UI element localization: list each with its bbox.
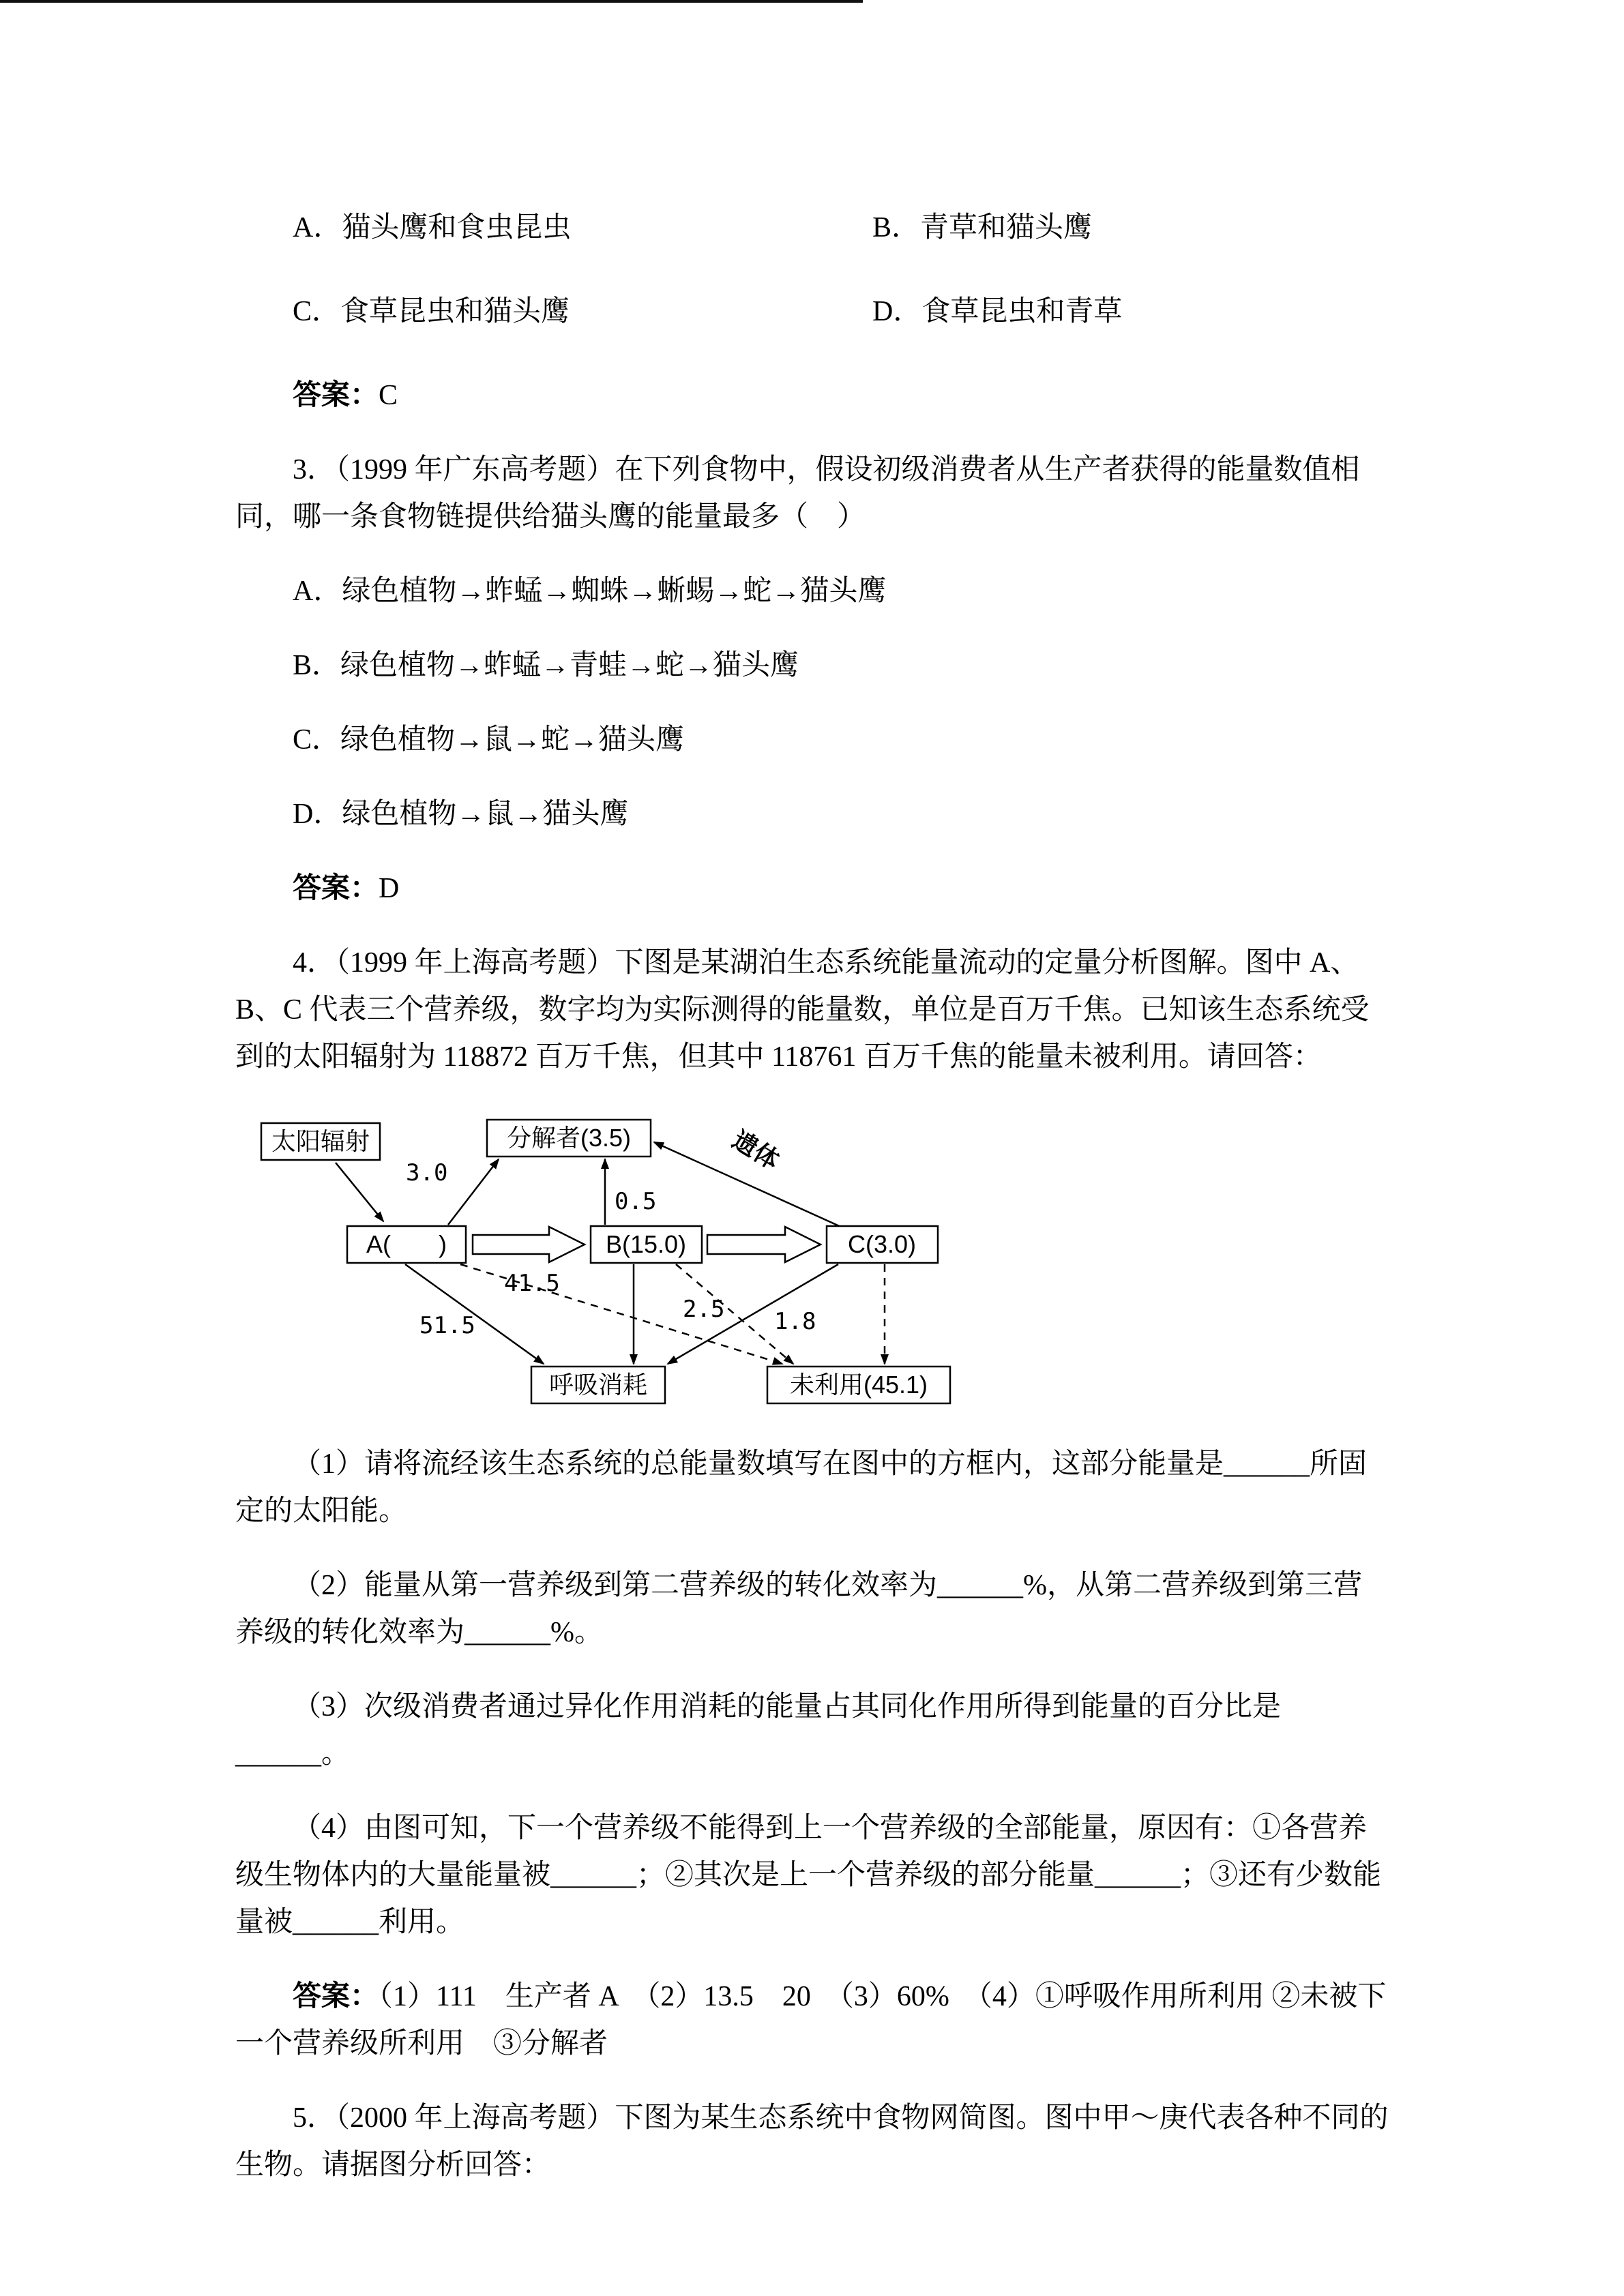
trophic-b-label: B(15.0) [605,1230,687,1258]
a-to-decomposer-arrow [448,1159,499,1225]
unused-label: 未利用(45.1) [789,1371,928,1399]
decomposer-label: 分解者(3.5) [506,1124,632,1152]
answer-value: D [379,873,400,904]
answer-label: 答案： [293,873,379,904]
options-row-2 [235,288,1389,336]
value-b-to-decomposer: 0.5 [615,1188,657,1215]
answer-line-top [235,372,1389,419]
value-a-to-respiration: 51.5 [419,1312,475,1339]
trophic-a-label: A( ) [366,1230,447,1258]
option-c: C．食草昆虫和猫头鹰 [293,296,570,327]
respiration-label: 呼吸消耗 [548,1371,648,1399]
remains-rotated-label: 遗体 [728,1125,784,1175]
q4-answer-line [235,1973,1389,2068]
q3-option-b: B．绿色植物→蚱蜢→青蛙→蛇→猫头鹰 [293,650,799,681]
value-c-to-respiration: 1.8 [774,1308,816,1335]
energy-flow-diagram [243,1108,1389,1416]
energy-flow-svg [243,1108,966,1416]
options-row-1 [235,205,1389,252]
q3-option-a: A．绿色植物→蚱蜢→蜘蛛→蜥蜴→蛇→猫头鹰 [293,576,887,607]
q3-answer-line [235,865,1389,912]
scan-edge-artifact [0,0,863,3]
q4-stem: 4．（1999 年上海高考题）下图是某湖泊生态系统能量流动的定量分析图解。图中 A、B、C 代表三个营养级，数字均为实际测得的能量数，单位是百万千焦。已知该生态系统受到的太阳辐射为 118872 百万千焦，但其中 118761 百万千焦的能量未被利用。请回答： [235,947,1370,1073]
trophic-c-label: C(3.0) [847,1230,917,1258]
b-to-c-block-arrow [707,1227,821,1262]
answer-label: 答案： [293,1981,379,2012]
solar-radiation-label: 太阳辐射 [271,1127,370,1155]
q4-sub2: （2）能量从第一营养级到第二营养级的转化效率为______%，从第二营养级到第三营养级的转化效率为______%。 [235,1570,1362,1648]
value-a-to-unused: 41.5 [504,1270,560,1297]
q3-option-c: C．绿色植物→鼠→蛇→猫头鹰 [293,724,685,756]
value-a-to-decomposer: 3.0 [406,1159,448,1187]
value-b-to-unused: 2.5 [683,1296,725,1323]
option-b: B．青草和猫头鹰 [872,212,1093,243]
q3-stem: 3．（1999 年广东高考题）在下列食物中，假设初级消费者从生产者获得的能量数值相同，哪一条食物链提供给猫头鹰的能量最多（ ） [235,454,1360,533]
q5-stem: 5．（2000 年上海高考题）下图为某生态系统中食物网简图。图中甲～庚代表各种不同的生物。请据图分析回答： [235,2102,1389,2181]
answer-label: 答案： [293,380,379,411]
q3-option-d: D．绿色植物→鼠→猫头鹰 [293,799,629,830]
q4-sub1: （1）请将流经该生态系统的总能量数填写在图中的方框内，这部分能量是______所固定的太阳能。 [235,1448,1368,1527]
a-to-b-block-arrow [473,1227,585,1262]
sunlight-to-a-arrow [336,1163,383,1221]
answer-value: （1）111 生产者 A （2）13.5 20 （3）60% （4）①呼吸作用所利用 ②未被下一个营养级所利用 ③分解者 [235,1981,1387,2059]
q4-sub3: （3）次级消费者通过异化作用消耗的能量占其同化作用所得到能量的百分比是______。 [235,1691,1282,1770]
option-d: D．食草昆虫和青草 [872,296,1123,327]
answer-value: C [379,380,398,411]
option-a: A．猫头鹰和食虫昆虫 [293,212,572,243]
q4-sub4: （4）由图可知，下一个营养级不能得到上一个营养级的全部能量，原因有：①各营养级生物体内的大量能量被______；②其次是上一个营养级的部分能量______；③还有少数能量被______利用。 [235,1813,1382,1938]
